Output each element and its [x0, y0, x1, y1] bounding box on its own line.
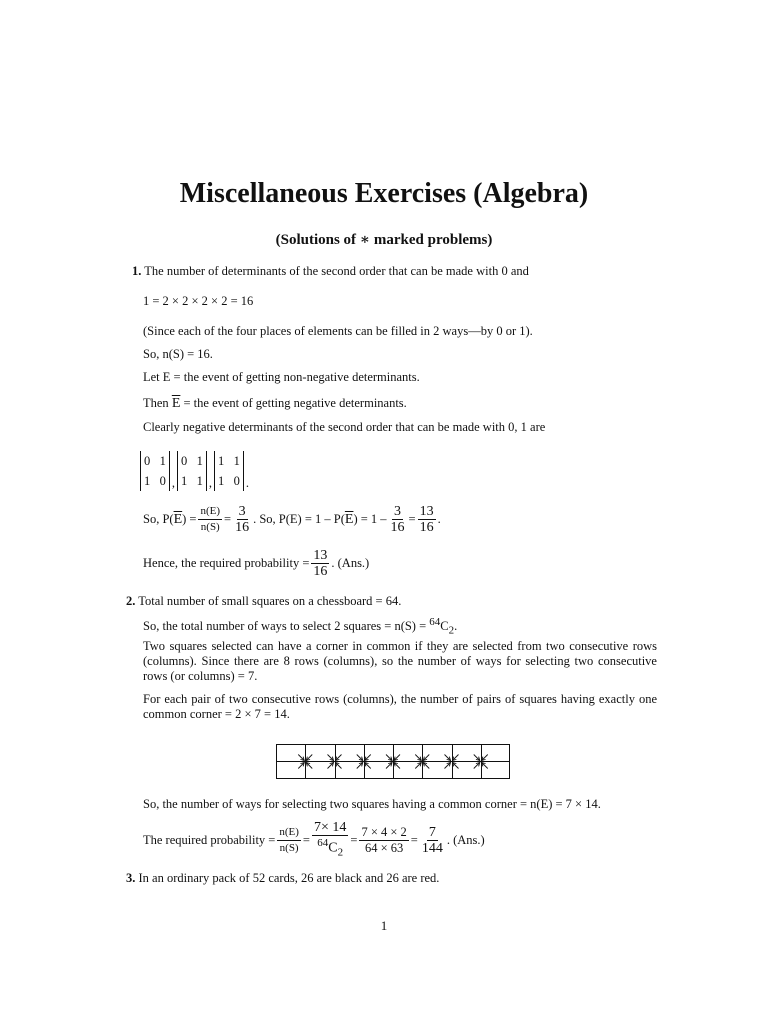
text-part: . — [454, 619, 458, 634]
text-part: ) = 1 – — [353, 512, 387, 526]
corner-arrow — [306, 763, 312, 769]
corner-arrow — [365, 755, 371, 761]
fraction-13-16 — [418, 504, 436, 535]
probability-equation-2 — [143, 820, 485, 860]
complement-e: $\overline{E}$ — [171, 396, 181, 411]
fraction-3-16 — [233, 504, 251, 535]
det-row: 1 1 — [218, 454, 240, 468]
equals: = — [408, 512, 416, 526]
numerator: 7 — [428, 824, 436, 840]
page-subtitle: (Solutions of ∗ marked problems) — [275, 232, 493, 248]
problem-3-number: 3. — [126, 871, 136, 885]
denominator: 64 × 63 — [364, 840, 404, 855]
corner-arrow — [394, 763, 400, 769]
problem-2-line-1 — [126, 594, 401, 609]
equals: = — [302, 832, 310, 847]
determinant-1 — [140, 451, 170, 491]
corner-arrow — [474, 755, 480, 761]
det-row: 0 1 — [181, 454, 203, 468]
problem-1-line-1 — [132, 264, 529, 279]
subscript: 2 — [337, 846, 344, 859]
corner-arrow — [386, 755, 392, 761]
corner-arrow — [415, 755, 421, 761]
problem-1-line-2: 1 = 2 × 2 × 2 × 2 = 16 — [143, 294, 254, 308]
text-part: C — [328, 840, 338, 856]
corner-arrow — [482, 763, 488, 769]
text-part: . (Ans.) — [331, 556, 370, 570]
numerator: 13 — [419, 504, 434, 519]
problem-2-number: 2. — [126, 594, 136, 608]
problem-3-text: In an ordinary pack of 52 cards, 26 are black and 26 are red. — [138, 871, 440, 885]
text-part: = the event of getting negative determinants. — [180, 396, 407, 410]
det-row: 1 0 — [218, 474, 240, 488]
determinants-row — [140, 445, 249, 491]
fraction-3-16 — [389, 504, 407, 535]
fraction-nE-nS — [277, 825, 301, 856]
subscript: 2 — [448, 624, 455, 637]
text-part: C — [440, 619, 449, 634]
problem-1-line-6 — [143, 396, 407, 411]
determinant-3 — [214, 451, 244, 491]
problem-1-text: The number of determinants of the second order that can be made with 0 and — [144, 264, 529, 278]
det-row: 1 0 — [144, 474, 166, 488]
equals: = — [224, 512, 232, 526]
page-number: 1 — [380, 918, 388, 933]
superscript: 64 — [317, 837, 329, 849]
numerator: 3 — [394, 504, 402, 519]
corner-arrow — [365, 763, 371, 769]
probability-equation-1 — [143, 504, 441, 535]
fraction-13-16 — [311, 548, 329, 579]
text-part: . So, P(E) = 1 – P( — [253, 512, 345, 526]
complement-e: $\overline{E}$ — [173, 512, 183, 527]
determinant-2 — [177, 451, 207, 491]
text-part: So, P( — [143, 512, 174, 526]
problem-1-line-4: So, n(S) = 16. — [143, 347, 213, 361]
corner-arrow — [298, 763, 304, 769]
problem-2-text: Total number of small squares on a chessboard = 64. — [138, 594, 402, 608]
corner-arrow — [336, 755, 342, 761]
corner-arrow — [336, 763, 342, 769]
problem-2-paragraph-2: For each pair of two consecutive rows (columns), the number of pairs of squares having exactly one common corner = 2 × 7 = 14. — [143, 692, 657, 721]
text-part: Then — [143, 396, 172, 410]
denominator: 16 — [419, 520, 434, 535]
numerator: n(E) — [198, 504, 222, 520]
problem-1-number: 1. — [132, 264, 142, 278]
complement-e: $\overline{E}$ — [344, 512, 354, 527]
separator: , — [208, 476, 212, 490]
corner-arrow — [415, 763, 421, 769]
page-title: Miscellaneous Exercises (Algebra) — [179, 178, 589, 209]
chessboard-diagram — [276, 744, 510, 780]
corner-arrow — [423, 755, 429, 761]
equals: = — [410, 832, 418, 847]
superscript: 64 — [429, 616, 441, 628]
corner-arrow — [328, 755, 334, 761]
corner-arrow — [386, 763, 392, 769]
denominator: 16 — [235, 520, 250, 535]
text-part: . — [437, 512, 441, 526]
corner-arrow — [306, 755, 312, 761]
fraction-7-144 — [420, 825, 445, 856]
corner-arrow — [453, 755, 459, 761]
problem-2-paragraph-1: Two squares selected can have a corner in common if they are selected from two consecutive rows (columns). Since there are 8 rows (columns), so the number of ways for selecting two consecutive rows (or columns) = 7. — [143, 639, 657, 683]
numerator: 3 — [238, 504, 246, 519]
equals: = — [350, 832, 358, 847]
corner-arrow — [482, 755, 488, 761]
corner-arrow — [445, 763, 451, 769]
denominator — [315, 836, 345, 860]
problem-2-line-3: So, the number of ways for selecting two squares having a common corner = n(E) = 7 × 14. — [143, 797, 601, 811]
fraction-nE-nS — [198, 504, 222, 535]
corner-arrow — [453, 763, 459, 769]
text-part: Hence, the required probability = — [143, 556, 310, 570]
numerator: 7 × 4 × 2 — [361, 824, 407, 839]
text-part: . (Ans.) — [446, 832, 485, 847]
text-part: ) = — [182, 512, 197, 526]
denominator: 16 — [313, 564, 328, 579]
denominator: 16 — [390, 520, 405, 535]
numerator: 13 — [313, 548, 328, 563]
denominator: n(S) — [279, 841, 299, 854]
corner-arrow — [423, 763, 429, 769]
fraction-7x14-64C2 — [312, 820, 348, 860]
corner-arrow — [474, 763, 480, 769]
numerator: 7× 14 — [313, 820, 347, 835]
denominator: n(S) — [200, 521, 220, 533]
problem-3-line-1 — [126, 871, 439, 886]
det-row: 0 1 — [144, 454, 166, 468]
corner-arrow — [394, 755, 400, 761]
numerator: n(E) — [277, 825, 301, 841]
corner-arrow — [357, 763, 363, 769]
problem-2-line-2 — [143, 615, 457, 639]
text-part: The required probability = — [143, 832, 276, 847]
separator: , — [171, 476, 175, 490]
det-row: 1 1 — [181, 474, 203, 488]
fraction-7x4x2-64x63 — [359, 825, 408, 856]
separator: . — [245, 476, 249, 490]
denominator: 144 — [421, 840, 443, 856]
probability-answer-1 — [143, 548, 369, 579]
problem-1-line-7: Clearly negative determinants of the second order that can be made with 0, 1 are — [143, 420, 546, 434]
corner-arrow — [328, 763, 334, 769]
corner-arrow — [357, 755, 363, 761]
text-part: So, the total number of ways to select 2 squares = n(S) = — [143, 619, 430, 634]
problem-1-line-3: (Since each of the four places of elements can be filled in 2 ways—by 0 or 1). — [143, 324, 533, 338]
corner-arrow — [298, 755, 304, 761]
corner-arrow — [445, 755, 451, 761]
problem-1-line-5: Let E = the event of getting non-negative determinants. — [143, 370, 420, 384]
